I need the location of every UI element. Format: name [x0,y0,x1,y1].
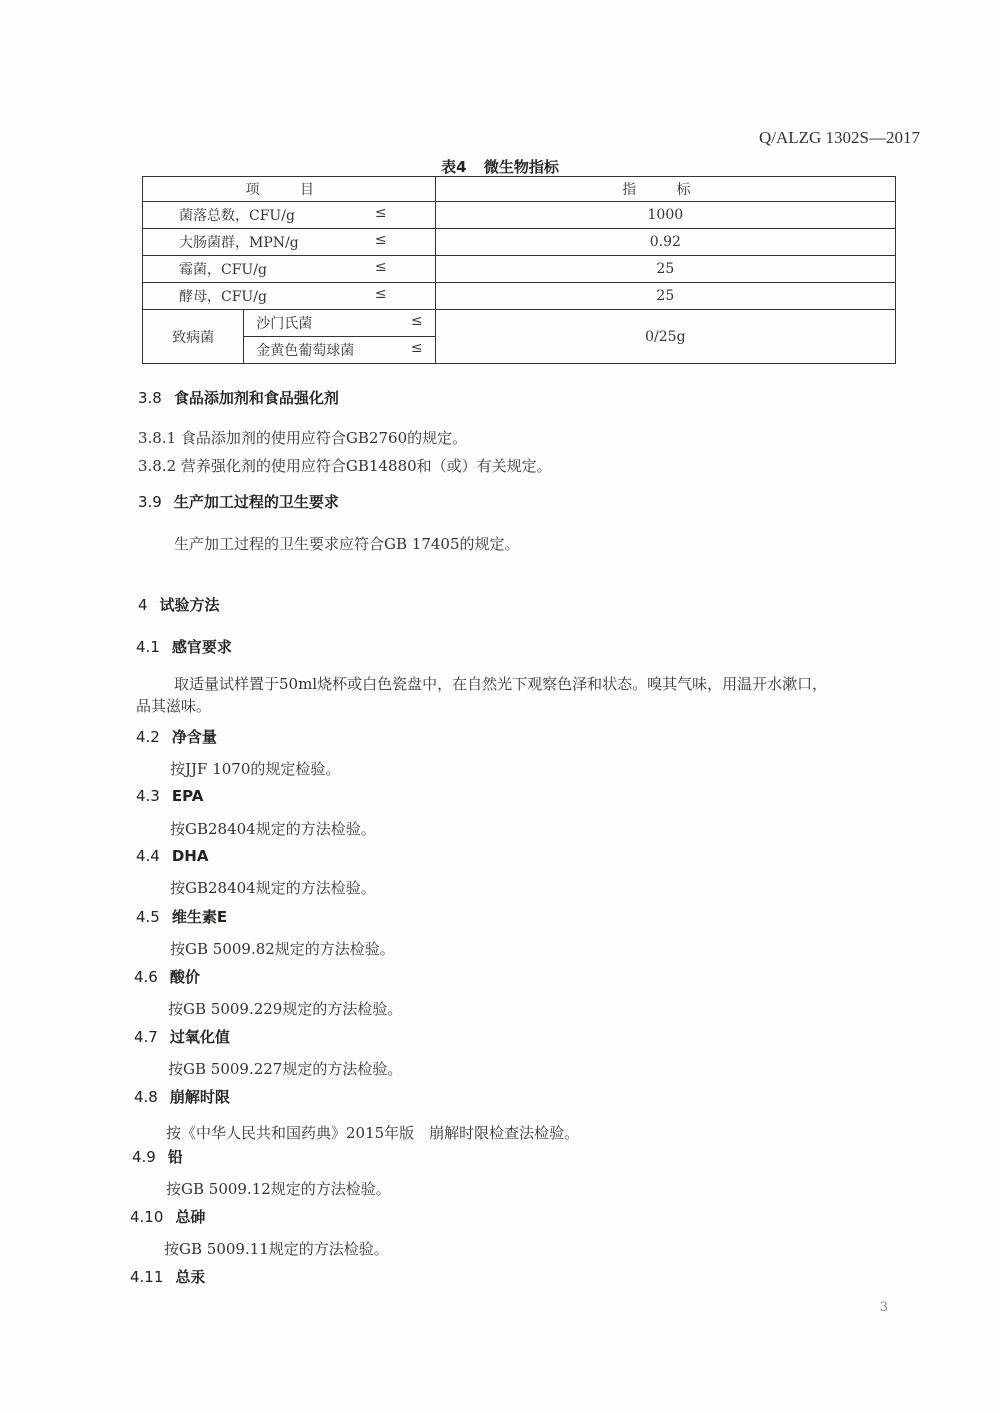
section-number: 4.8 [134,1088,158,1106]
table-caption [0,156,1000,177]
row-value: 25 [435,256,895,283]
clause-3-8-2: 3.8.2 营养强化剂的使用应符合GB14880和（或）有关规定。 [138,457,552,475]
section-heading [134,966,200,987]
paragraph-4-2: 按JJF 1070的规定检验。 [170,760,341,778]
paragraph-4-10: 按GB 5009.11规定的方法检验。 [164,1240,389,1258]
table-row [143,202,896,229]
section-number: 4.10 [130,1208,164,1226]
section-title: 净含量 [171,728,217,746]
leq-symbol: ≤ [410,313,423,329]
pathogen-category: 致病菌 [143,310,244,364]
header-value: 指 标 [435,177,895,202]
table-caption-title: 微生物指标 [483,158,559,176]
section-heading [130,1266,205,1287]
section-title: 过氧化值 [169,1028,230,1046]
microbiological-indicators-table [142,176,896,364]
pathogen-value: 0/25g [435,310,895,364]
section-heading [136,787,203,805]
section-number: 4.7 [134,1028,158,1046]
section-title: 食品添加剂和食品强化剂 [173,389,339,407]
section-number: 4.5 [136,908,160,926]
leq-symbol: ≤ [374,232,387,248]
chapter-heading [138,594,220,615]
section-heading [134,1086,230,1107]
row-value: 1000 [435,202,895,229]
section-number: 3.8 [138,389,162,407]
row-item [143,229,436,256]
document-code: Q/ALZG 1302S—2017 [758,128,920,147]
pathogen-item [244,310,435,337]
section-title: 铅 [167,1148,183,1166]
table-row-pathogen [143,310,896,337]
item-name: 沙门氏菌 [256,316,313,332]
section-title: 崩解时限 [169,1088,230,1106]
item-name: 大肠菌群，MPN/g [179,235,299,251]
section-heading [134,1026,230,1047]
section-title: DHA [171,847,209,865]
paragraph-4-7: 按GB 5009.227规定的方法检验。 [168,1060,403,1078]
table-row [143,283,896,310]
section-title: 感官要求 [171,638,232,656]
section-number: 4.6 [134,968,158,986]
table-caption-number: 表4 [441,158,467,176]
paragraph-4-1-line-2: 品其滋味。 [136,697,212,715]
paragraph-4-9: 按GB 5009.12规定的方法检验。 [166,1180,391,1198]
paragraph-4-6: 按GB 5009.229规定的方法检验。 [168,1000,403,1018]
section-number: 4.1 [136,638,160,656]
page-number: 3 [879,1300,888,1315]
section-number: 4.2 [136,728,160,746]
section-heading [132,1146,183,1167]
section-number: 4 [138,596,148,614]
section-title: 试验方法 [159,596,220,614]
section-title: 生产加工过程的卫生要求 [173,493,339,511]
section-title: 总汞 [175,1268,206,1286]
section-heading [130,1206,205,1227]
paragraph-4-1-line-1: 取适量试样置于50ml烧杯或白色瓷盘中，在自然光下观察色泽和状态。嗅其气味，用温开水漱口， [174,675,828,693]
row-item [143,202,436,229]
section-heading [138,491,339,512]
paragraph-4-3: 按GB28404规定的方法检验。 [170,820,376,838]
item-name: 霉菌，CFU/g [179,262,267,278]
table-row [143,229,896,256]
paragraph-4-5: 按GB 5009.82规定的方法检验。 [170,940,395,958]
section-heading [138,387,339,408]
item-name: 酵母，CFU/g [179,289,267,305]
row-item [143,283,436,310]
section-title: 总砷 [175,1208,206,1226]
section-number: 4.4 [136,847,160,865]
leq-symbol: ≤ [410,340,423,356]
header-item: 项 目 [143,177,436,202]
leq-symbol: ≤ [374,205,387,221]
clause-3-8-1: 3.8.1 食品添加剂的使用应符合GB2760的规定。 [138,429,468,447]
leq-symbol: ≤ [374,259,387,275]
paragraph-4-4: 按GB28404规定的方法检验。 [170,879,376,897]
table-header-row [143,177,896,202]
paragraph-4-8: 按《中华人民共和国药典》2015年版 崩解时限检查法检验。 [166,1124,580,1142]
paragraph-3-9: 生产加工过程的卫生要求应符合GB 17405的规定。 [174,535,520,553]
item-name: 金黄色葡萄球菌 [256,343,355,359]
row-item [143,256,436,283]
section-heading [136,906,227,927]
leq-symbol: ≤ [374,286,387,302]
row-value: 25 [435,283,895,310]
item-name: 菌落总数，CFU/g [179,208,295,224]
section-number: 4.11 [130,1268,164,1286]
section-heading [136,847,208,865]
section-heading [136,726,217,747]
section-title: 酸价 [169,968,200,986]
section-number: 4.3 [136,787,160,805]
section-heading [136,636,232,657]
section-number: 4.9 [132,1148,156,1166]
section-title: EPA [171,787,204,805]
section-number: 3.9 [138,493,162,511]
section-title: 维生素E [171,908,228,926]
table-row [143,256,896,283]
pathogen-item [244,337,435,364]
row-value: 0.92 [435,229,895,256]
